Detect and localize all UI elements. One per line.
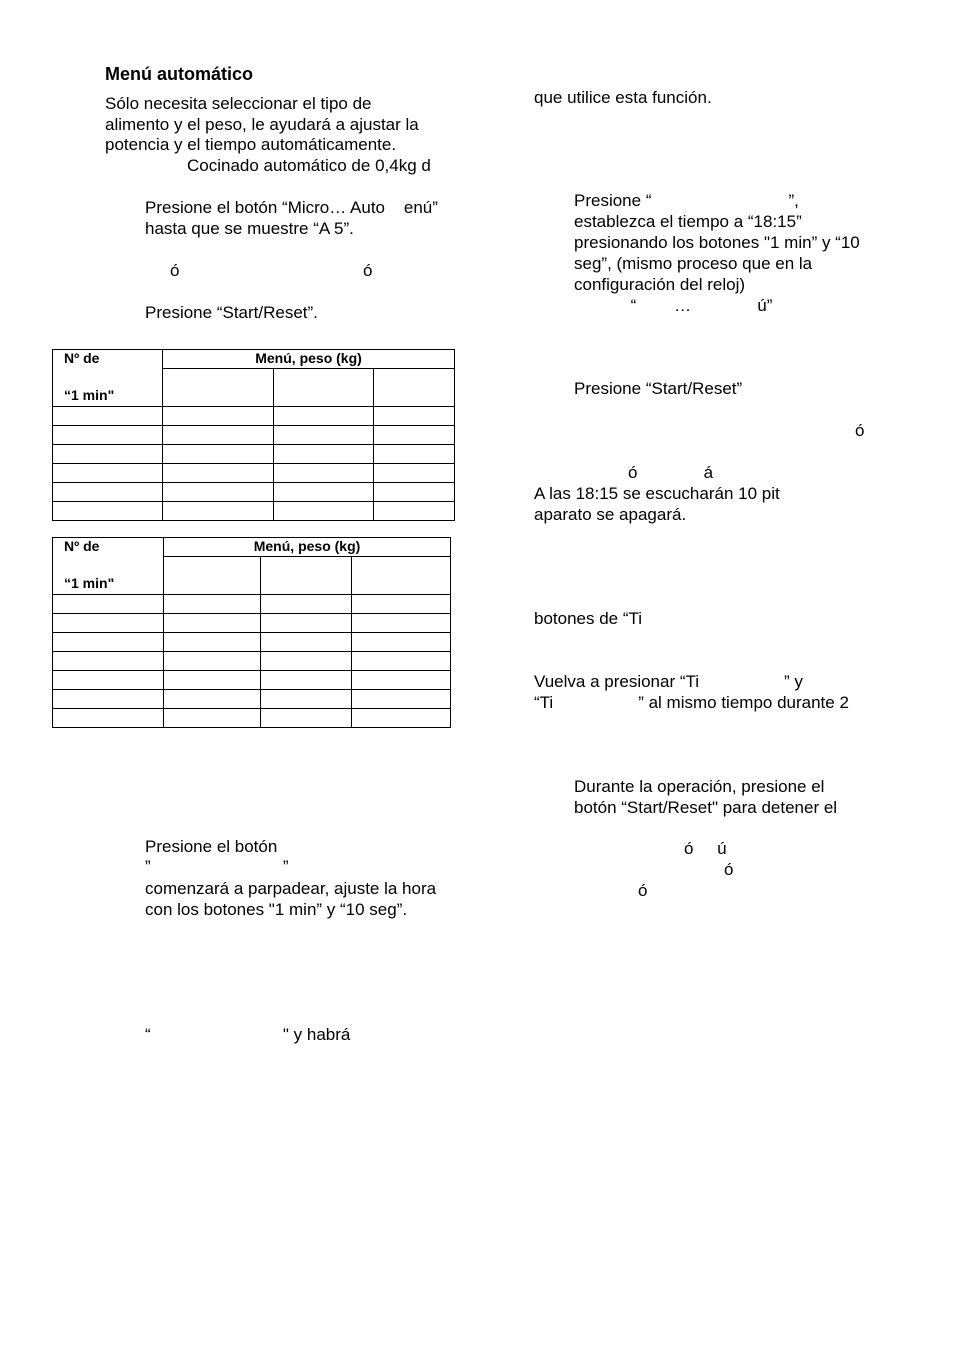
clock-end-line: “ " y habrá: [145, 1025, 351, 1044]
timer-step-line-2: establezca el tiempo a “18:15”: [574, 212, 802, 231]
start-step-line: Presione “Start/Reset”: [574, 379, 743, 398]
timer-step-line-4: seg”, (mismo proceso que en la: [574, 254, 813, 273]
table1-col1-header: [53, 350, 163, 407]
timer-step-line-1: Presione “ ”,: [574, 191, 799, 210]
fragment-o: ó: [855, 421, 865, 440]
table-row: [53, 614, 451, 633]
table-row: [53, 483, 455, 502]
right-top-line: que utilice esta función.: [534, 88, 712, 107]
table-row: [53, 652, 451, 671]
clock-step-line-3: comenzará a parpadear, ajuste la hora: [145, 879, 437, 898]
menu-weight-table-1: [52, 349, 455, 521]
table2-menu-header: Menú, peso (kg): [164, 538, 451, 557]
table2-col1-label-1: Nº de: [64, 538, 100, 554]
intro-line-3: potencia y el tiempo automáticamente.: [105, 135, 397, 154]
pause-step-line-2: botón “Start/Reset" para detener el: [574, 798, 838, 817]
table1-col1-label-1: Nº de: [64, 350, 100, 366]
alarm-line-2: aparato se apagará.: [534, 505, 687, 524]
intro-line-2: alimento y el peso, le ayudará a ajustar la: [105, 115, 419, 134]
buttons-line: botones de “Ti: [534, 609, 643, 628]
table-row: [53, 690, 451, 709]
menu-weight-table-2: [52, 537, 451, 728]
cancel-line-2: “Ti ” al mismo tiempo durante 2: [534, 693, 849, 712]
bottom-fragment-3: ó: [638, 881, 648, 900]
cancel-line-1: Vuelva a presionar “Ti ” y: [534, 672, 803, 691]
table-row: [53, 407, 455, 426]
timer-step-line-6: “ … ú”: [574, 296, 773, 315]
timer-step-line-5: configuración del reloj): [574, 275, 746, 294]
step1-line-1: Presione el botón “Micro… Auto enú”: [145, 198, 438, 217]
section-heading: Menú automático: [105, 64, 254, 84]
table1-menu-header: Menú, peso (kg): [163, 350, 455, 369]
fragment-o-a: ó á: [628, 463, 714, 482]
table-row: [53, 502, 455, 521]
table2-col1-header: [53, 538, 164, 595]
step2-fragment-1: ó: [170, 261, 180, 280]
table-row: [53, 464, 455, 483]
bottom-fragment-2: ó: [724, 860, 734, 879]
timer-step-line-3: presionando los botones "1 min” y “10: [574, 233, 860, 252]
clock-step-line-2: ” ”: [145, 857, 289, 876]
table-row: [53, 671, 451, 690]
example-line: Cocinado automático de 0,4kg d: [187, 156, 431, 175]
step3-line: Presione “Start/Reset”.: [145, 303, 318, 322]
intro-line-1: Sólo necesita seleccionar el tipo de: [105, 94, 372, 113]
table-row: [53, 426, 455, 445]
bottom-fragment-1: ó ú: [684, 839, 727, 858]
pause-step-line-1: Durante la operación, presione el: [574, 777, 825, 796]
clock-step-line-1: Presione el botón: [145, 837, 278, 856]
alarm-line-1: A las 18:15 se escucharán 10 pit: [534, 484, 780, 503]
clock-step-line-4: con los botones "1 min” y “10 seg”.: [145, 900, 408, 919]
table2-col1-label-2: “1 min": [64, 575, 115, 591]
table1-col1-label-2: “1 min": [64, 387, 115, 403]
step2-fragment-2: ó: [363, 261, 373, 280]
table-row: [53, 633, 451, 652]
step1-line-2: hasta que se muestre “A 5”.: [145, 219, 354, 238]
table-row: [53, 595, 451, 614]
table-row: [53, 445, 455, 464]
table-row: [53, 709, 451, 728]
